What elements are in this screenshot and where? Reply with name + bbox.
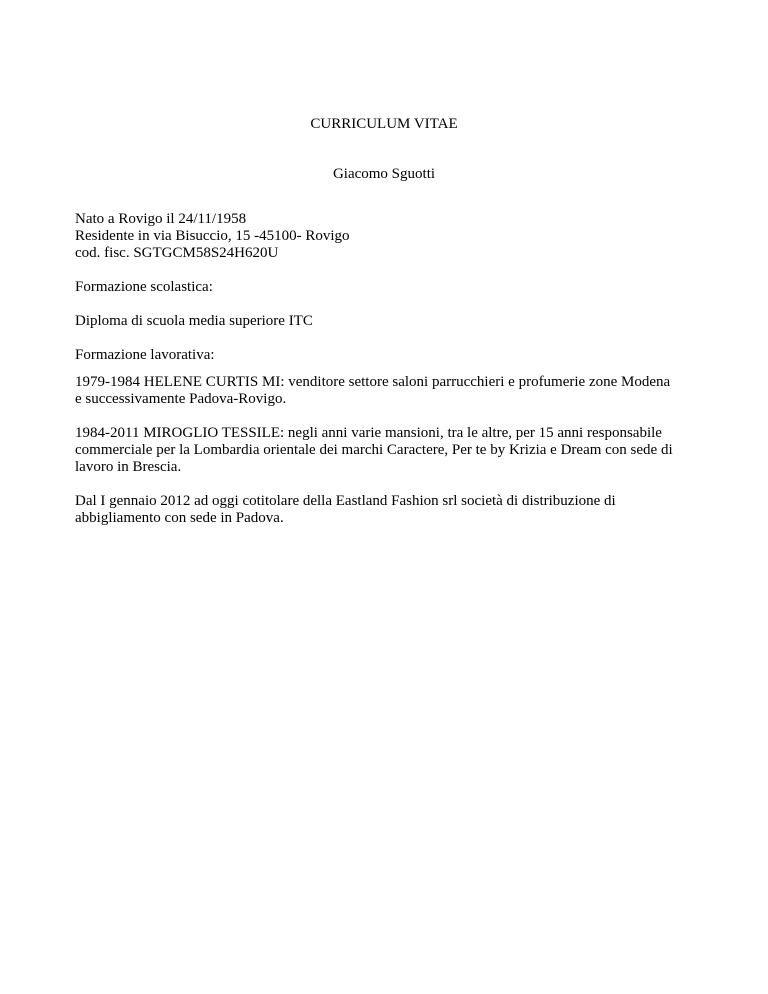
work-entry-helene-curtis [75, 374, 715, 408]
work-entry-line: 1984-2011 MIROGLIO TESSILE: negli anni varie mansioni, tra le altre, per 15 anni responsabile [75, 425, 662, 441]
work-entry-line: Dal I gennaio 2012 ad oggi cotitolare della Eastland Fashion srl società di distribuzione di [75, 493, 616, 509]
work-entry-eastland [75, 493, 715, 527]
tax-code-info: cod. fisc. SGTGCM58S24H620U [75, 245, 279, 261]
work-entry-line: lavoro in Brescia. [75, 459, 182, 475]
work-entry-line: abbigliamento con sede in Padova. [75, 510, 284, 526]
work-heading: Formazione lavorativa: [75, 347, 215, 363]
work-entry-line: 1979-1984 HELENE CURTIS MI: venditore settore saloni parrucchieri e profumerie zone Modena [75, 374, 671, 390]
candidate-name: Giacomo Sguotti [332, 166, 436, 182]
work-entry-line: commerciale per la Lombardia orientale dei marchi Caractere, Per te by Krizia e Dream con sede di [75, 442, 673, 458]
education-item: Diploma di scuola media superiore ITC [75, 313, 313, 329]
birth-info: Nato a Rovigo il 24/11/1958 [75, 211, 247, 227]
work-entry-miroglio [75, 425, 715, 476]
education-heading: Formazione scolastica: [75, 279, 213, 295]
document-title: CURRICULUM VITAE [310, 116, 458, 132]
work-entry-line: e successivamente Padova-Rovigo. [75, 391, 287, 407]
residence-info: Residente in via Bisuccio, 15 -45100- Rovigo [75, 228, 350, 244]
personal-info-block [75, 211, 715, 262]
